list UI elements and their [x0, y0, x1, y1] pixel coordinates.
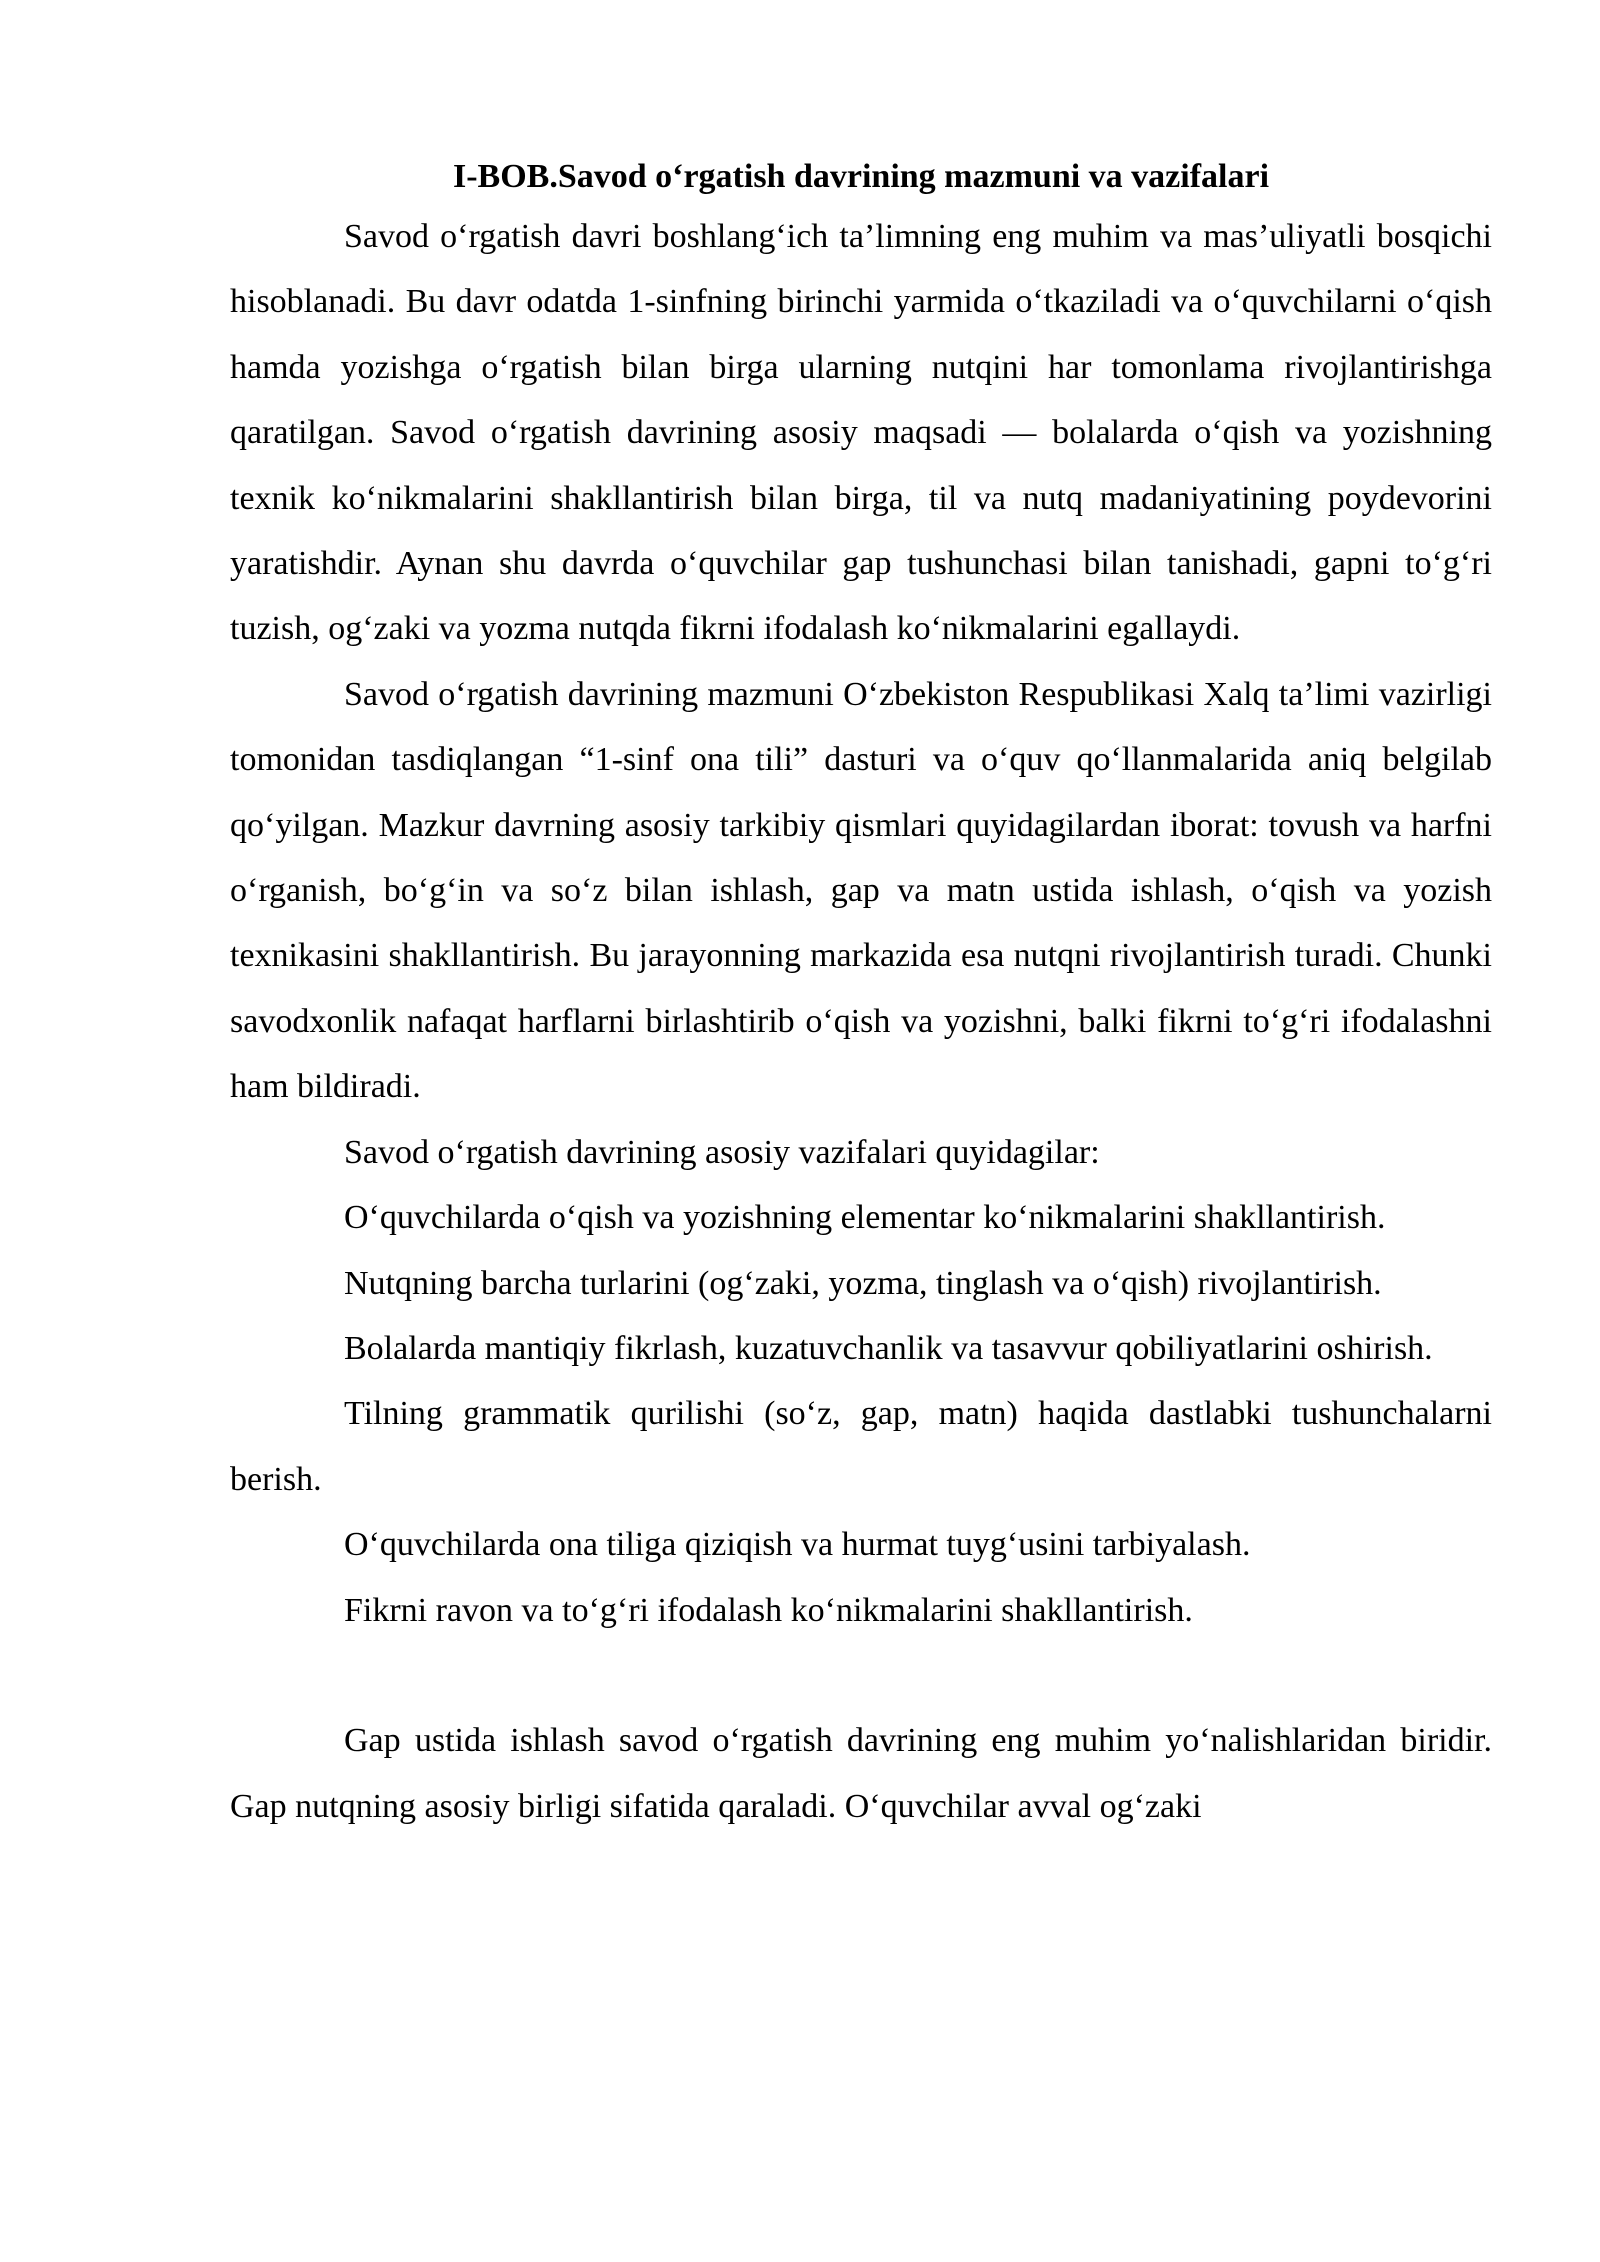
task-item-5: O‘quvchilarda ona tiliga qiziqish va hurmat tuyg‘usini tarbiyalash. [344, 1526, 1251, 1564]
task-item-4: Tilning grammatik qurilishi (so‘z, gap, matn) haqida dastlabki tushunchalarni berish. [230, 1395, 1492, 1498]
paragraph-gap-work: Gap ustida ishlash savod o‘rgatish davrining eng muhim yo‘nalishlaridan biridir. Gap nutqning asosiy birligi sifatida qaraladi. O‘quvchilar avval og‘zaki [230, 1722, 1492, 1825]
paragraph-content: Savod o‘rgatish davrining mazmuni O‘zbekiston Respublikasi Xalq ta’limi vazirligi tomonidan tasdiqlangan “1-sinf ona tili” dasturi va o‘quv qo‘llanmalarida aniq belgilab qo‘yilgan. Mazkur davrning asosiy tarkibiy qismlari quyidagilardan iborat: tovush va harfni o‘rganish, bo‘g‘in va so‘z bilan ishlash, gap va matn ustida ishlash, o‘qish va yozish texnikasini shakllantirish. Bu jarayonning markazida esa nutqni rivojlantirish turadi. Chunki savodxonlik nafaqat harflarni birlashtirib o‘qish va yozishni, balki fikrni to‘g‘ri ifodalashni ham bildiradi. [230, 675, 1492, 1106]
task-item-3: Bolalarda mantiqiy fikrlash, kuzatuvchanlik va tasavvur qobiliyatlarini oshirish. [344, 1329, 1433, 1367]
task-item-1: O‘quvchilarda o‘qish va yozishning elementar ko‘nikmalarini shakllantirish. [344, 1199, 1386, 1237]
empty-line [230, 1643, 1492, 1708]
chapter-title: I-BOB.Savod o‘rgatish davrining mazmuni va vazifalari [452, 158, 1270, 195]
paragraph-tasks-heading: Savod o‘rgatish davrining asosiy vazifalari quyidagilar: [344, 1133, 1100, 1171]
document-page [230, 150, 1492, 1839]
paragraph-intro: Savod o‘rgatish davri boshlang‘ich ta’limning eng muhim va mas’uliyatli bosqichi hisoblanadi. Bu davr odatda 1-sinfning birinchi yarmida o‘tkaziladi va o‘quvchilarni o‘qish hamda yozishga o‘rgatish bilan birga ularning nutqini har tomonlama rivojlantirishga qaratilgan. Savod o‘rgatish davrining asosiy maqsadi — bolalarda o‘qish va yozishning texnik ko‘nikmalarini shakllantirish bilan birga, til va nutq madaniyatining poydevorini yaratishdir. Aynan shu davrda o‘quvchilar gap tushunchasi bilan tanishadi, gapni to‘g‘ri tuzish, og‘zaki va yozma nutqda fikrni ifodalash ko‘nikmalarini egallaydi. [230, 218, 1492, 648]
task-item-6: Fikrni ravon va to‘g‘ri ifodalash ko‘nikmalarini shakllantirish. [344, 1591, 1193, 1629]
task-item-2: Nutqning barcha turlarini (og‘zaki, yozma, tinglash va o‘qish) rivojlantirish. [344, 1264, 1382, 1302]
